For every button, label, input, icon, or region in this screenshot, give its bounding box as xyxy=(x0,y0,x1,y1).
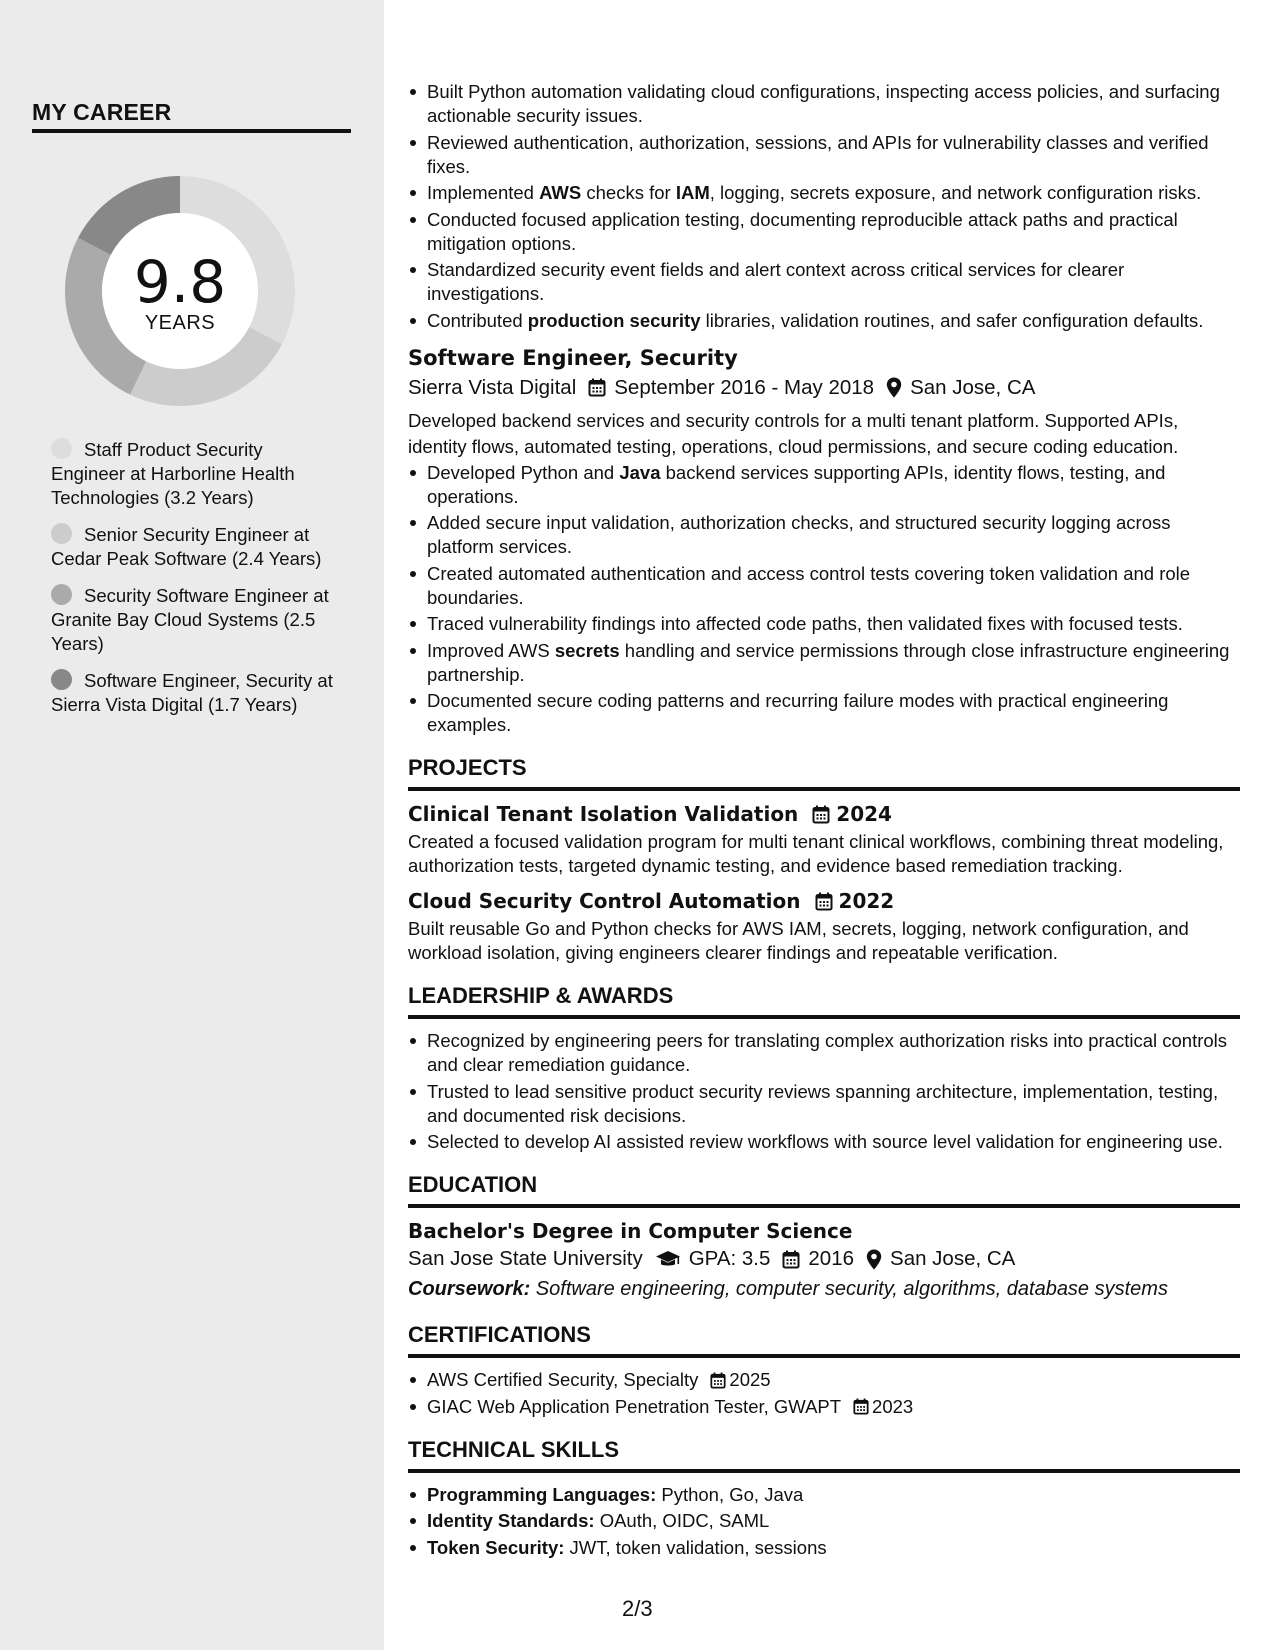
skill-value: JWT, token validation, sessions xyxy=(564,1536,827,1558)
bullet-text: backend services supporting APIs, identity flows, testing, and operations. xyxy=(427,461,1166,507)
bullet-text: Trusted to lead sensitive product security reviews spanning architecture, implementation, testing, and documented risk decisions. xyxy=(427,1080,1219,1126)
bullet-text: Documented secure coding patterns and recurring failure modes with practical engineering examples. xyxy=(427,690,1169,735)
job-bullets xyxy=(408,461,1240,738)
education-meta xyxy=(408,1244,1240,1274)
bullet-item xyxy=(408,511,1240,559)
leadership-heading: LEADERSHIP & AWARDS xyxy=(408,983,1240,1019)
job-summary: Developed backend services and security controls for a multi tenant platform. Supported APIs, identity flows, automated testing, operations, cloud permissions, and secure coding education. xyxy=(408,409,1179,457)
bullet-item xyxy=(408,689,1240,737)
projects-heading: PROJECTS xyxy=(408,755,1240,791)
project-year: 2024 xyxy=(836,802,892,826)
bullet-item xyxy=(408,258,1240,306)
calendar-icon xyxy=(815,892,833,911)
bullet-item xyxy=(408,612,1240,636)
project-title xyxy=(408,800,1240,828)
bullet-text: , logging, secrets exposure, and network configuration risks. xyxy=(709,182,1202,203)
certification-year: 2023 xyxy=(872,1395,914,1417)
skill-label: Identity Standards: xyxy=(427,1510,595,1531)
legend-dot-icon xyxy=(51,584,72,605)
bullet-text: Recognized by engineering peers for translating complex authorization risks into practical controls and clear remediation guidance. xyxy=(427,1030,1228,1075)
skill-item xyxy=(408,1509,1240,1533)
legend-label: Staff Product Security Engineer at Harborline Health Technologies (3.2 Years) xyxy=(51,439,295,508)
project-year: 2022 xyxy=(838,889,895,913)
bullet-text: Reviewed authentication, authorization, sessions, and APIs for vulnerability classes and verified fixes. xyxy=(427,131,1209,177)
bullet-item xyxy=(408,1080,1240,1128)
bullet-emphasis: AWS xyxy=(539,182,582,203)
bullet-item xyxy=(408,131,1240,179)
certification-item xyxy=(408,1395,1240,1419)
career-heading-rule xyxy=(32,129,351,133)
legend-label: Security Software Engineer at Granite Bay Cloud Systems (2.5 Years) xyxy=(51,585,329,654)
calendar-icon xyxy=(853,1398,869,1415)
bullet-item xyxy=(408,181,1240,205)
main-content xyxy=(408,80,1240,1562)
bullet-emphasis: IAM xyxy=(675,182,710,203)
project-title xyxy=(408,887,1240,915)
map-pin-icon xyxy=(866,1249,882,1270)
bullet-text: Traced vulnerability findings into affected code paths, then validated fixes with focused tests. xyxy=(427,613,1183,634)
legend-dot-icon xyxy=(51,669,72,690)
education-heading: EDUCATION xyxy=(408,1172,1240,1208)
calendar-icon xyxy=(812,805,830,824)
skills-heading: TECHNICAL SKILLS xyxy=(408,1437,1240,1473)
certification-name: GIAC Web Application Penetration Tester, GWAPT xyxy=(427,1395,842,1417)
graduation-cap-icon xyxy=(655,1250,681,1268)
certifications-list xyxy=(408,1368,1240,1419)
career-legend-item xyxy=(51,438,341,510)
bullet-text: Implemented xyxy=(427,182,540,203)
career-donut-chart xyxy=(65,176,295,406)
certification-name: AWS Certified Security, Specialty xyxy=(427,1369,699,1390)
legend-label: Software Engineer, Security at Sierra Vista Digital (1.7 Years) xyxy=(51,670,333,715)
job-meta xyxy=(408,374,1240,402)
skill-label: Programming Languages: xyxy=(427,1483,657,1505)
bullet-text: checks for xyxy=(581,182,676,203)
experience-bullets xyxy=(408,80,1240,333)
job-location: San Jose, CA xyxy=(910,375,1036,399)
job-company: Sierra Vista Digital xyxy=(408,375,577,399)
bullet-emphasis: production security xyxy=(527,309,701,331)
certification-item xyxy=(408,1368,1240,1392)
legend-dot-icon xyxy=(51,523,72,544)
job-title: Software Engineer, Security xyxy=(408,345,738,370)
certifications-heading: CERTIFICATIONS xyxy=(408,1322,1240,1358)
bullet-text: Selected to develop AI assisted review workflows with source level validation for engineering use. xyxy=(427,1131,1223,1152)
coursework-label: Coursework: xyxy=(408,1278,531,1300)
bullet-item xyxy=(408,80,1240,128)
project-title-text: Cloud Security Control Automation xyxy=(408,889,801,913)
career-legend xyxy=(51,438,341,730)
education-school: San Jose State University xyxy=(408,1247,643,1270)
bullet-item xyxy=(408,562,1240,610)
career-legend-item xyxy=(51,523,341,571)
bullet-item xyxy=(408,309,1240,333)
bullet-text: handling and service permissions through close infrastructure engineering partnership. xyxy=(427,639,1230,685)
bullet-text: Built Python automation validating cloud configurations, inspecting access policies, and surfacing actionable security issues. xyxy=(427,81,1220,126)
education-location: San Jose, CA xyxy=(890,1247,1016,1270)
coursework-value: Software engineering, computer security, algorithms, database systems xyxy=(530,1278,1168,1300)
bullet-text: Created automated authentication and access control tests covering token validation and role boundaries. xyxy=(427,562,1191,608)
total-years-value: 9.8 xyxy=(133,248,227,316)
bullet-text: libraries, validation routines, and safer configuration defaults. xyxy=(700,309,1204,331)
bullet-item xyxy=(408,639,1240,687)
legend-dot-icon xyxy=(51,438,72,459)
bullet-text: Conducted focused application testing, documenting reproducible attack paths and practical mitigation options. xyxy=(427,208,1178,254)
skills-list xyxy=(408,1483,1240,1560)
career-legend-item xyxy=(51,584,341,656)
bullet-text: Standardized security event fields and alert context across critical services for clearer investigations. xyxy=(427,259,1125,304)
education-degree: Bachelor's Degree in Computer Science xyxy=(408,1219,853,1243)
job-dates: September 2016 - May 2018 xyxy=(614,375,875,399)
bullet-emphasis: secrets xyxy=(554,639,620,661)
bullet-item xyxy=(408,1029,1240,1077)
project-item xyxy=(408,800,1240,878)
calendar-icon xyxy=(588,378,606,397)
bullet-item xyxy=(408,461,1240,509)
career-legend-item xyxy=(51,669,341,717)
calendar-icon xyxy=(710,1372,726,1389)
career-heading: MY CAREER xyxy=(32,99,172,125)
calendar-icon xyxy=(782,1250,800,1269)
skill-item xyxy=(408,1483,1240,1507)
bullet-item xyxy=(408,1130,1240,1154)
bullet-text: Improved AWS xyxy=(427,639,555,661)
project-description: Created a focused validation program for multi tenant clinical workflows, combining threat modeling, authorization tests, targeted dynamic testing, and evidence based remediation tracking. xyxy=(408,831,1224,876)
bullet-text: Added secure input validation, authorization checks, and structured security logging across platform services. xyxy=(427,512,1171,557)
map-pin-icon xyxy=(886,377,902,398)
bullet-emphasis: Java xyxy=(619,461,661,483)
total-years-label: YEARS xyxy=(144,312,216,334)
education-coursework xyxy=(408,1274,1240,1304)
sidebar xyxy=(0,0,384,1650)
skill-item xyxy=(408,1536,1240,1560)
skill-label: Token Security: xyxy=(427,1536,565,1558)
legend-label: Senior Security Engineer at Cedar Peak Software (2.4 Years) xyxy=(51,524,322,569)
certification-year: 2025 xyxy=(729,1369,771,1390)
project-item xyxy=(408,887,1240,965)
bullet-text: Contributed xyxy=(427,309,528,331)
project-description: Built reusable Go and Python checks for AWS IAM, secrets, logging, network configuration, and workload isolation, giving engineers clearer findings and repeatable verification. xyxy=(408,918,1189,963)
education-gpa: GPA: 3.5 xyxy=(688,1247,771,1270)
skill-value: OAuth, OIDC, SAML xyxy=(594,1510,770,1531)
page-number-text: 2/3 xyxy=(622,1596,653,1621)
leadership-bullets xyxy=(408,1029,1240,1154)
skill-value: Python, Go, Java xyxy=(656,1483,804,1505)
project-title-text: Clinical Tenant Isolation Validation xyxy=(408,802,799,826)
bullet-text: Developed Python and xyxy=(427,461,620,483)
bullet-item xyxy=(408,208,1240,256)
education-year: 2016 xyxy=(808,1247,855,1270)
